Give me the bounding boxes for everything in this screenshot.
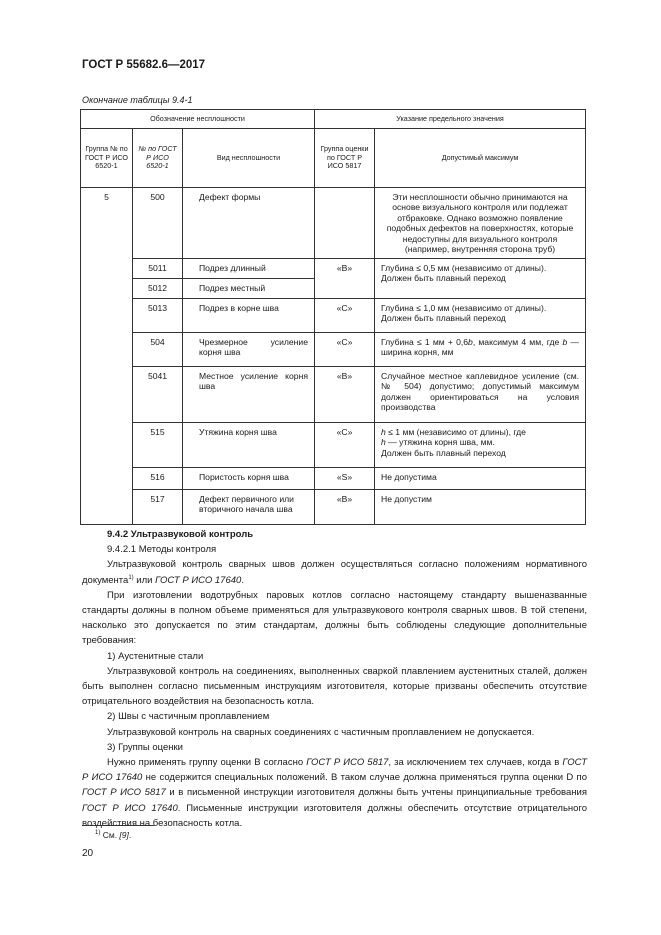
cell-type-text: Пористость корня шва: [199, 471, 289, 482]
cell-type-text: Подрез в корне шва: [199, 302, 279, 313]
col-header-type: Вид несплошности: [183, 129, 315, 188]
cell-no: [133, 332, 183, 366]
cell-no-text: 5013: [147, 302, 168, 313]
table-group-header-row: [81, 110, 586, 129]
cell-eval: [315, 366, 375, 422]
table-row: [81, 188, 586, 259]
cell-max-text: Не допустима: [381, 471, 437, 482]
p1-end: .: [241, 574, 244, 586]
cell-max: [375, 366, 586, 422]
cell-no-text: 504: [150, 336, 165, 347]
list-item-1: 1) Аустенитные стали: [107, 650, 204, 662]
table-row: [81, 422, 586, 467]
cell-no: [133, 278, 183, 298]
cell-type: [183, 258, 315, 278]
cell-max-text: Не допустим: [381, 493, 432, 504]
cell-eval: [315, 298, 375, 332]
paragraph-3: Ультразвуковой контроль на соединениях, выполненных сваркой плавлением аустенитных сталей, должен быть выполнен согласно письменным инструкциям изготовителя, которые призваны обеспечить отсутствие отрицательного воздействия на безопасность котла.: [82, 665, 587, 708]
section-subheading: 9.4.2.1 Методы контроля: [107, 544, 217, 556]
document-title: ГОСТ Р 55682.6—2017: [82, 59, 206, 71]
var-b-2: b: [562, 336, 568, 347]
cell-no: [133, 489, 183, 524]
cell-max: [375, 188, 586, 259]
cell-no: [133, 422, 183, 467]
cell-max: [375, 258, 586, 298]
col-header-no: [133, 129, 183, 188]
footnote-divider: [82, 825, 154, 826]
cell-no: [133, 258, 183, 278]
p5-c: не содержится специальных положений. В таком случае должна применяться группа оценки D по: [142, 772, 587, 784]
cell-eval-text: «В»: [336, 493, 353, 504]
cell-no: [133, 467, 183, 489]
cell-type-text: Чрезмерное усиление корня шва: [199, 336, 308, 358]
table-row: [81, 467, 586, 489]
cell-eval: [315, 467, 375, 489]
p5-ref-1: ГОСТ Р ИСО 5817: [306, 757, 389, 769]
p5-d: и в письменной инструкции изготовителя должны быть учтены принципиальные требования: [165, 787, 587, 799]
cell-no-text: 517: [150, 493, 165, 504]
cell-max: [375, 422, 586, 467]
p1-ref: ГОСТ Р ИСО 17640: [155, 574, 242, 586]
cell-no-text: 516: [150, 471, 165, 482]
col-header-group-no-text: Группа № по ГОСТ Р ИСО 6520-1: [85, 143, 128, 171]
cell-type: [183, 332, 315, 366]
max-line-2-text: — утяжина корня шва, мм.: [385, 437, 495, 448]
var-h: h: [381, 426, 386, 437]
max-line-2: [381, 437, 579, 447]
table-row: [81, 489, 586, 524]
cell-max-text: Глубина ≤ 1,0 мм (независимо от длины). Должен быть плавный переход: [381, 302, 547, 324]
footnote-mark: 1): [95, 830, 101, 837]
p5-ref-4: ГОСТ Р ИСО 17640: [82, 802, 178, 814]
cell-type: [183, 366, 315, 422]
cell-type: [183, 489, 315, 524]
table-row: [81, 298, 586, 332]
cell-max: [375, 298, 586, 332]
table-row: [81, 258, 586, 278]
section-heading: 9.4.2 Ультразвуковой контроль: [107, 529, 254, 540]
cell-type-text: Местное усиление корня шва: [199, 370, 308, 392]
cell-type-text: Дефект формы: [199, 192, 261, 202]
col-header-eval-text: Группа оценки по ГОСТ Р ИСО 5817: [320, 143, 369, 171]
cell-type-text: Дефект первичного или вторичного начала шва: [199, 493, 294, 515]
cell-type-text: Подрез длинный: [199, 262, 266, 273]
max-part-e: — ширина корня, мм: [381, 336, 579, 358]
col-header-eval: [315, 129, 375, 188]
cell-type: [183, 278, 315, 298]
cell-eval-text: «В»: [336, 262, 353, 273]
max-line-3: Должен быть плавный переход: [381, 447, 506, 458]
cell-eval: [315, 188, 375, 259]
page-number: 20: [82, 848, 94, 859]
defects-table: [80, 109, 586, 525]
cell-type: [183, 188, 315, 259]
cell-group: [81, 188, 133, 525]
cell-eval-text: «В»: [336, 370, 353, 381]
paragraph-1: [82, 557, 587, 587]
cell-eval-text: «С»: [336, 302, 353, 313]
table-row: [81, 332, 586, 366]
cell-max-text: Глубина ≤ 0,5 мм (независимо от длины). Должен быть плавный переход: [381, 262, 547, 284]
cell-max-text: Эти несплошности обычно принимаются на основе визуального контроля или подлежат отбраковке. Однако возможно появление подобных дефектов на поверхностях, которые недоступны для визуального контроля (например, внутренняя сторона труб): [386, 192, 574, 255]
col-header-no-text: № по ГОСТ Р ИСО 6520-1: [138, 143, 177, 171]
max-part-c: , максимум 4 мм, где: [472, 336, 560, 347]
cell-type-text: Подрез местный: [199, 282, 266, 293]
cell-eval-text: «С»: [336, 336, 353, 347]
paragraph-2: При изготовлении водотрубных паровых котлов согласно настоящему стандарту вышеназванные стандарты должны в полном объеме применяться для ультразвукового контроля сварных швов. В той степени, насколько это допускается по этим стандартам, должны быть соблюдены следующие дополнительные требования:: [82, 589, 587, 647]
cell-no: [133, 298, 183, 332]
cell-no: [133, 366, 183, 422]
cell-eval: [315, 489, 375, 524]
cell-max: [375, 467, 586, 489]
cell-group-text: 5: [104, 192, 109, 202]
col-header-group-no: [81, 129, 133, 188]
p5-e: . Письменные инструкции изготовителя должны обеспечить отсутствие отрицательного воздействия на безопасность котла.: [82, 802, 587, 829]
paragraph-5: [82, 755, 587, 831]
table-column-header-row: [81, 129, 586, 188]
cell-max-text: [375, 333, 585, 361]
paragraph-4: Ультразвуковой контроль на сварных соединениях с частичным проплавлением не допускается.: [107, 726, 535, 738]
cell-no-text: 500: [150, 192, 165, 202]
cell-eval: [315, 332, 375, 366]
section-text: [82, 527, 587, 831]
p5-ref-3: ГОСТ Р ИСО 5817: [82, 787, 166, 799]
table-row: [81, 366, 586, 422]
footnote-ref: 1): [128, 574, 134, 581]
cell-no-text: 5012: [147, 282, 168, 293]
p5-a: Нужно применять группу оценки В согласно: [107, 757, 307, 769]
header-designation: Обозначение несплошности: [81, 110, 315, 129]
footnote-ref-link: [9]: [119, 830, 129, 840]
col-header-max: Допустимый максимум: [375, 129, 586, 188]
p1-text: Ультразвуковой контроль сварных швов должен осуществляться согласно положениям нормативного документа: [82, 559, 587, 586]
footnote-end: .: [128, 830, 132, 840]
cell-eval: [315, 258, 375, 298]
cell-max: [375, 489, 586, 524]
footnote-text: См.: [100, 830, 120, 840]
list-item-3: 3) Группы оценки: [107, 741, 183, 753]
cell-type: [183, 298, 315, 332]
header-limit: Указание предельного значения: [315, 110, 586, 129]
cell-eval: [315, 422, 375, 467]
cell-type: [183, 422, 315, 467]
cell-no-text: 5011: [148, 262, 167, 273]
var-h-2: h: [381, 437, 386, 448]
list-item-2: 2) Швы с частичным проплавлением: [107, 711, 270, 723]
cell-max-text: [375, 423, 585, 461]
table-caption: Окончание таблицы 9.4-1: [82, 95, 193, 105]
cell-type: [183, 467, 315, 489]
var-b: b: [468, 336, 473, 347]
cell-max: [375, 332, 586, 366]
p5-b: , за исключением тех случаев, когда в: [388, 757, 563, 769]
cell-no-text: 515: [150, 426, 165, 437]
max-line-1: [381, 427, 579, 437]
cell-type-text: Утяжина корня шва: [199, 426, 277, 437]
p5-ref-2: ГОСТ Р ИСО 17640: [82, 757, 587, 784]
cell-no: [133, 188, 183, 259]
max-part-a: Глубина ≤ 1 мм + 0,6: [381, 336, 469, 347]
cell-no-text: 5041: [147, 370, 168, 381]
cell-eval-text: [315, 188, 374, 195]
cell-eval-text: «S»: [336, 471, 353, 482]
p1-or: или: [133, 574, 156, 586]
max-line-1-text: ≤ 1 мм (независимо от длины), где: [385, 426, 526, 437]
footnote: [95, 830, 131, 840]
cell-eval-text: «С»: [336, 426, 353, 437]
cell-max-text: Случайное местное каплевидное усиление (см. № 504) допустимо; допустимый максимум должен ориентироваться на условия производства: [381, 370, 579, 413]
